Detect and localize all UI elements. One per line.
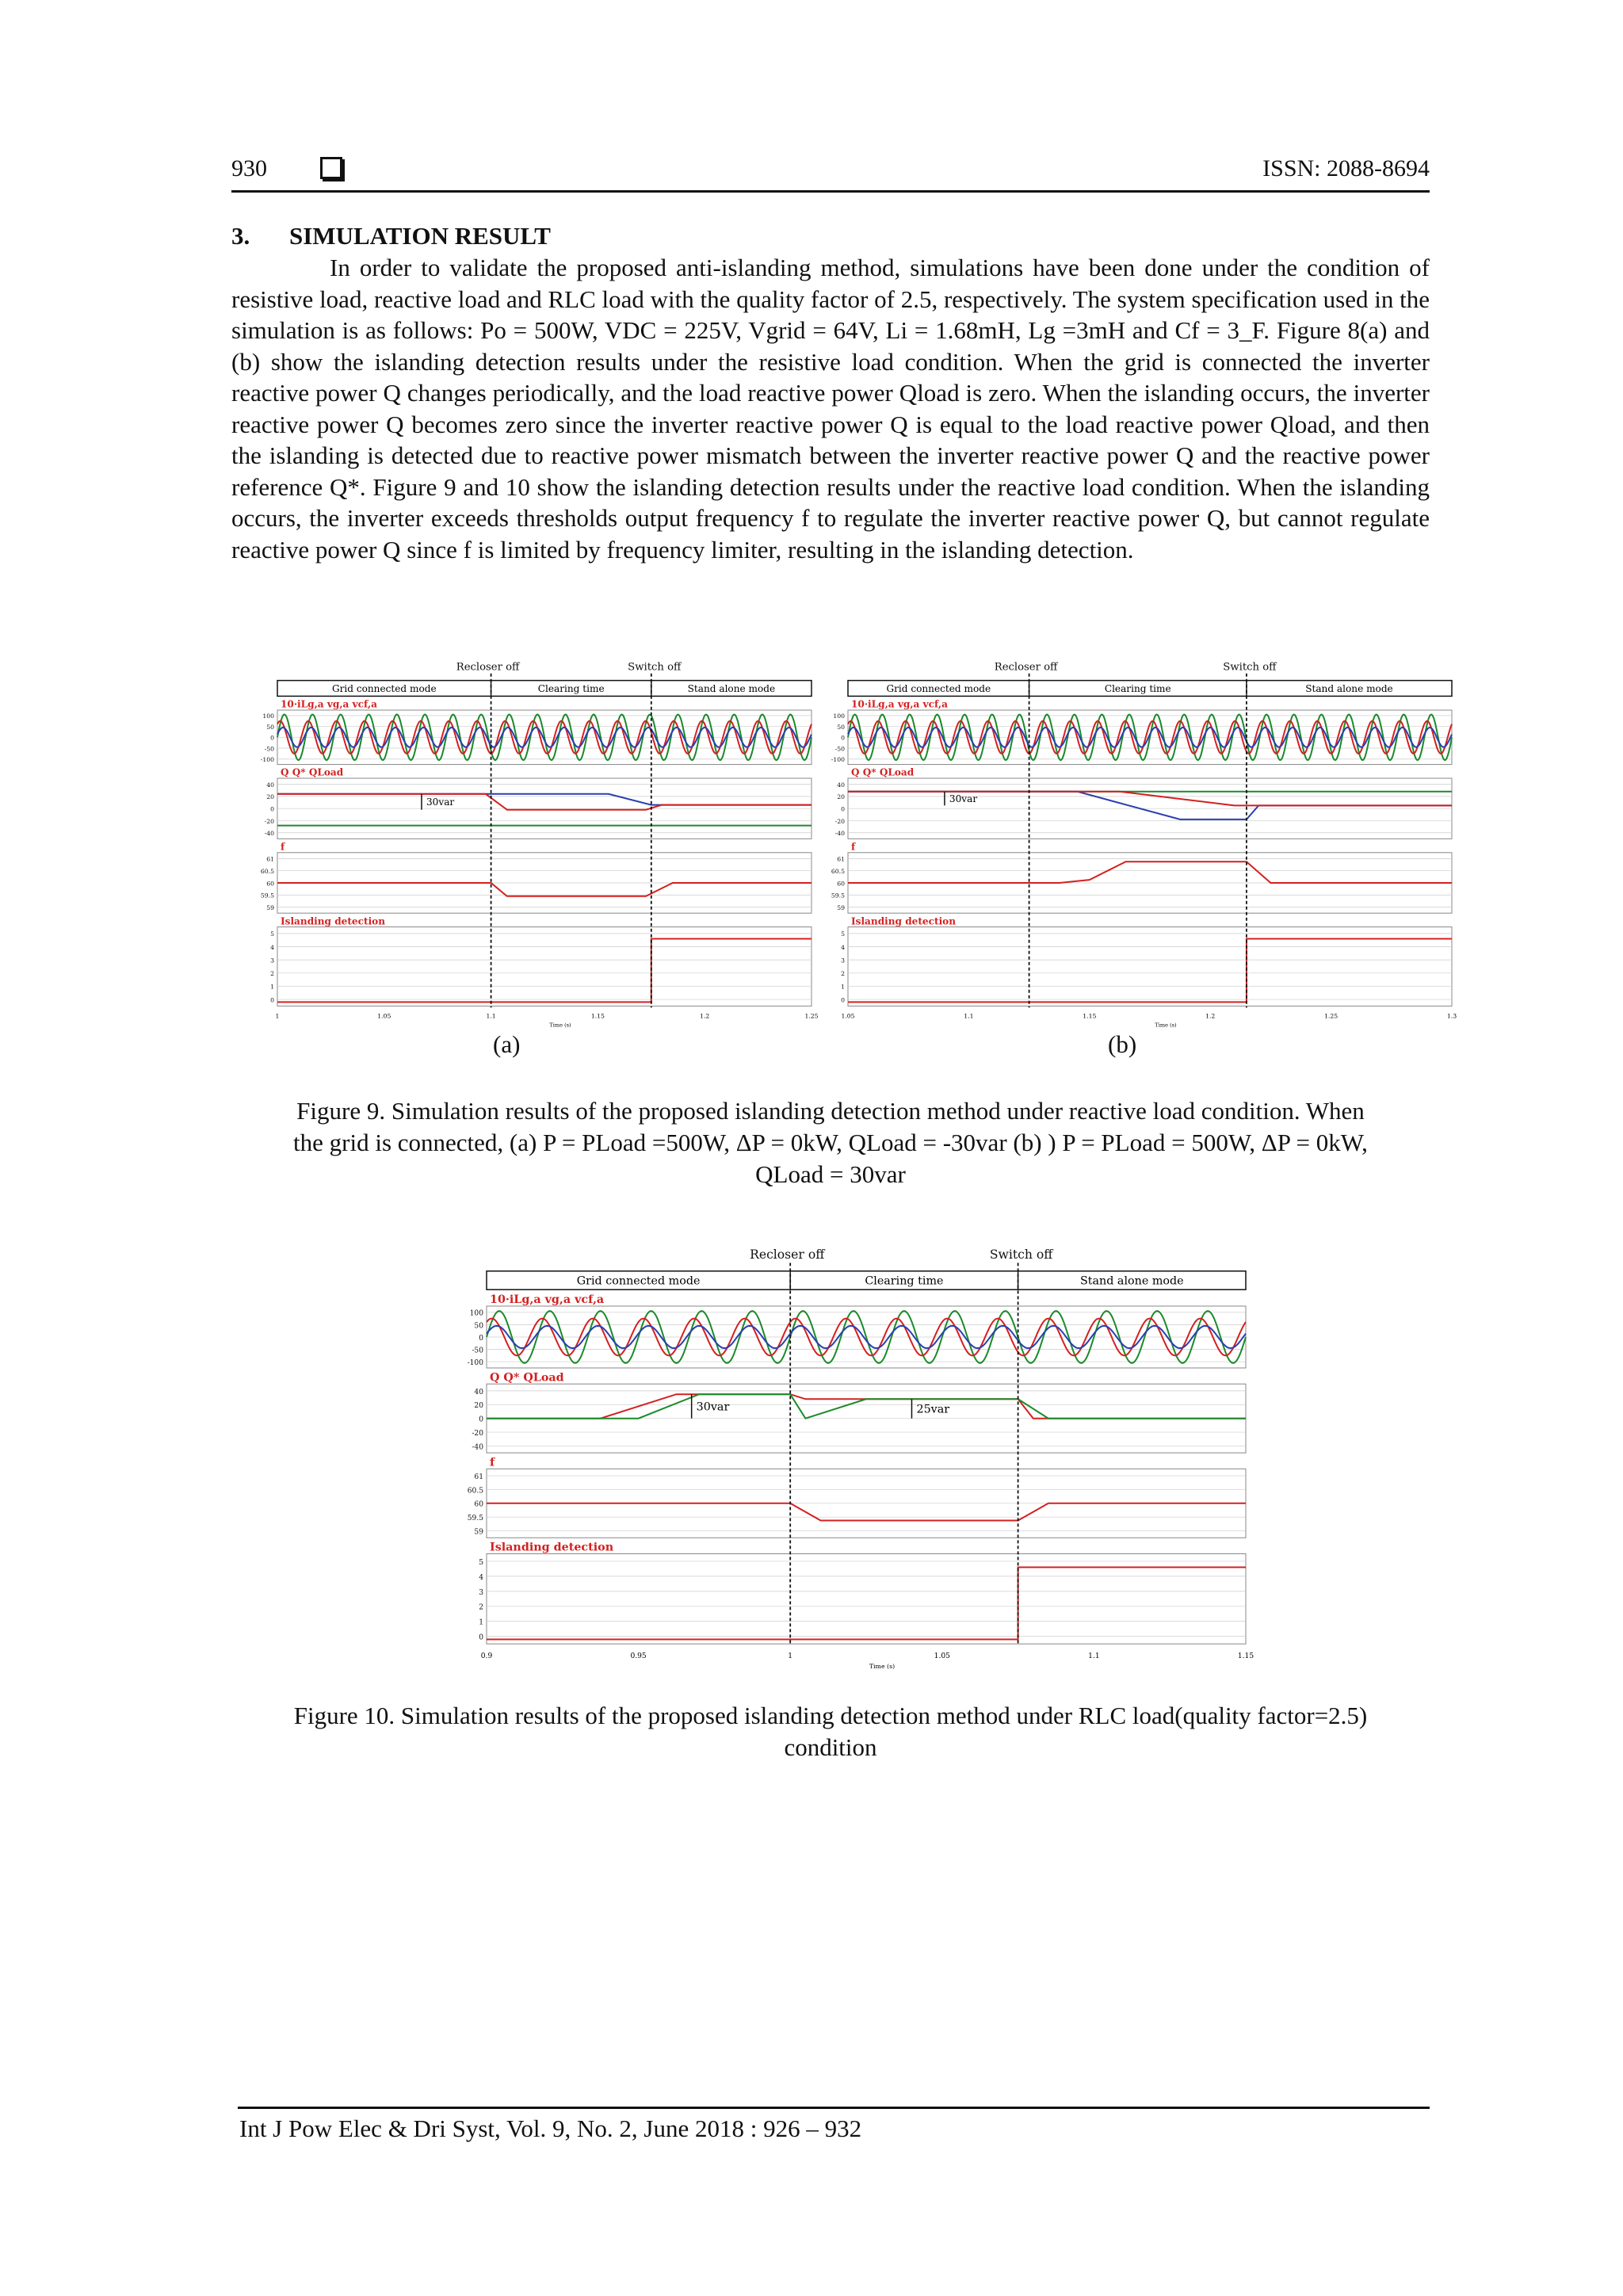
y-tick-label: 59.5 <box>260 892 274 900</box>
y-tick-label: 0 <box>270 996 274 1004</box>
x-tick-label: 0.95 <box>630 1652 647 1660</box>
y-tick-label: 1 <box>270 983 274 991</box>
y-tick-label: 61 <box>837 855 845 863</box>
y-tick-label: 4 <box>479 1573 483 1582</box>
row-label-wave: 10·iLg,a vg,a vcf,a <box>281 698 377 710</box>
x-tick-label: 1.15 <box>1083 1012 1097 1020</box>
y-tick-label: 2 <box>270 970 274 978</box>
y-tick-label: 100 <box>833 712 845 720</box>
figure10-caption <box>231 1700 1430 1763</box>
y-tick-label: 40 <box>266 781 274 789</box>
figure9-panel-a <box>252 658 819 1030</box>
footer-rule <box>238 2107 1430 2109</box>
row-label-wave: 10·iLg,a vg,a vcf,a <box>851 698 948 710</box>
mode-alone-label: Stand alone mode <box>1305 682 1393 694</box>
y-tick-label: 59 <box>474 1528 483 1537</box>
issn: ISSN: 2088-8694 <box>1262 155 1430 181</box>
x-tick-label: 1.1 <box>1088 1652 1100 1660</box>
figure10-caption-line1: Figure 10. Simulation results of the proposed islanding detection method under RLC load(quality factor=2.5) <box>293 1702 1368 1729</box>
mode-alone-label: Stand alone mode <box>1079 1274 1184 1288</box>
y-tick-label: -50 <box>472 1347 483 1355</box>
y-tick-label: 4 <box>841 943 845 951</box>
mode-grid-label: Grid connected mode <box>576 1274 701 1288</box>
annotation-label: 25var <box>916 1403 950 1416</box>
x-tick-label: 1.1 <box>964 1012 974 1020</box>
y-tick-label: 60 <box>837 880 845 888</box>
y-tick-label: 61 <box>266 855 274 863</box>
figure10-plot <box>455 1244 1254 1672</box>
figure9-caption <box>231 1095 1430 1190</box>
section-heading <box>231 222 551 250</box>
y-tick-label: 5 <box>841 930 845 938</box>
y-tick-label: 0 <box>270 734 274 742</box>
section-number: 3. <box>231 222 250 250</box>
switch-label: Switch off <box>1223 661 1277 674</box>
y-tick-label: -20 <box>472 1429 483 1438</box>
row-label-f: f <box>490 1456 495 1469</box>
x-tick-label: 1.05 <box>377 1012 391 1020</box>
y-tick-label: 50 <box>474 1322 483 1331</box>
header-rule <box>231 190 1430 193</box>
y-tick-label: 59 <box>837 904 845 911</box>
page-number: 930 <box>231 155 267 181</box>
annotation-label: 30var <box>426 797 455 808</box>
row-label-q: Q Q* QLoad <box>851 766 915 778</box>
y-tick-label: 60.5 <box>467 1487 483 1496</box>
row-label-q: Q Q* QLoad <box>281 766 344 778</box>
row-label-det: Islanding detection <box>490 1541 614 1554</box>
switch-label: Switch off <box>989 1247 1053 1263</box>
y-tick-label: 3 <box>841 957 845 965</box>
y-tick-label: -40 <box>472 1443 483 1452</box>
y-tick-label: 59 <box>266 904 274 911</box>
y-tick-label: -100 <box>260 756 274 764</box>
row-label-det: Islanding detection <box>281 915 386 927</box>
figure9-caption-line1: Figure 9. Simulation results of the proposed islanding detection method under reactive load condition. When <box>296 1097 1365 1125</box>
x-tick-label: 0.9 <box>480 1652 493 1660</box>
y-tick-label: 0 <box>841 734 845 742</box>
y-tick-label: 0 <box>841 805 845 813</box>
x-tick-label: 1.05 <box>841 1012 855 1020</box>
y-tick-label: 20 <box>266 793 274 801</box>
row-label-f: f <box>851 841 856 853</box>
y-tick-label: 2 <box>479 1603 483 1612</box>
y-tick-label: -100 <box>467 1359 483 1368</box>
mode-clear-label: Clearing time <box>1104 682 1171 694</box>
y-tick-label: 61 <box>474 1473 483 1481</box>
y-tick-label: 0 <box>270 805 274 813</box>
y-tick-label: 20 <box>474 1402 483 1411</box>
y-tick-label: 40 <box>837 781 845 789</box>
y-tick-label: 59.5 <box>831 892 845 900</box>
mode-clear-label: Clearing time <box>537 682 605 694</box>
y-tick-label: 3 <box>479 1588 483 1597</box>
mode-grid-label: Grid connected mode <box>886 682 991 694</box>
y-tick-label: 2 <box>841 970 845 978</box>
y-tick-label: 100 <box>262 712 274 720</box>
annotation-label: 30var <box>949 793 978 804</box>
x-tick-label: 1 <box>788 1652 793 1660</box>
x-tick-label: 1.2 <box>1205 1012 1216 1020</box>
x-tick-label: 1 <box>275 1012 280 1020</box>
y-tick-label: 20 <box>837 793 845 801</box>
row-label-f: f <box>281 841 285 853</box>
y-tick-label: 60 <box>266 880 274 888</box>
recloser-label: Recloser off <box>994 661 1058 674</box>
mode-alone-label: Stand alone mode <box>687 682 776 694</box>
x-tick-label: 1.05 <box>934 1652 950 1660</box>
y-tick-label: 0 <box>479 1633 483 1642</box>
y-tick-label: 100 <box>469 1309 483 1318</box>
y-tick-label: -50 <box>834 745 845 753</box>
x-axis-label: Time (s) <box>549 1022 571 1029</box>
x-tick-label: 1.25 <box>804 1012 819 1020</box>
y-tick-label: 40 <box>474 1388 483 1396</box>
figure9-label-a: (a) <box>493 1030 521 1058</box>
y-tick-label: 5 <box>479 1558 483 1567</box>
recloser-label: Recloser off <box>456 661 520 674</box>
footer-citation: Int J Pow Elec & Dri Syst, Vol. 9, No. 2, June 2018 : 926 – 932 <box>239 2115 862 2142</box>
mode-grid-label: Grid connected mode <box>331 682 437 694</box>
figure10-caption-line2: condition <box>784 1733 877 1761</box>
x-axis-label: Time (s) <box>1155 1022 1177 1029</box>
y-tick-label: 4 <box>270 943 274 951</box>
figure9a-plot <box>252 658 819 1030</box>
checkbox-glyph-icon <box>320 157 342 179</box>
figure10-panel <box>455 1244 1254 1672</box>
y-tick-label: -20 <box>834 817 845 825</box>
recloser-label: Recloser off <box>750 1247 825 1263</box>
x-tick-label: 1.1 <box>486 1012 496 1020</box>
y-tick-label: -40 <box>834 830 845 838</box>
figure9-caption-line2: the grid is connected, (a) P = PLoad =500W, ΔP = 0kW, QLoad = -30var (b) ) P = PLoad = 500W, ΔP = 0kW, <box>293 1129 1368 1156</box>
figure9-caption-line3: QLoad = 30var <box>755 1160 906 1188</box>
y-tick-label: 0 <box>841 996 845 1004</box>
y-tick-label: -40 <box>264 830 274 838</box>
y-tick-label: 50 <box>837 723 845 731</box>
y-tick-label: -100 <box>831 756 845 764</box>
y-tick-label: 1 <box>841 983 845 991</box>
mode-clear-label: Clearing time <box>865 1274 944 1288</box>
row-label-q: Q Q* QLoad <box>490 1371 564 1385</box>
y-tick-label: 60.5 <box>831 867 845 875</box>
annotation-label: 30var <box>696 1400 730 1414</box>
y-tick-label: 0 <box>479 1334 483 1343</box>
y-tick-label: 3 <box>270 957 274 965</box>
figure9b-plot <box>823 658 1457 1030</box>
y-tick-label: 60 <box>474 1500 483 1509</box>
body-paragraph: In order to validate the proposed anti-islanding method, simulations have been done under the condition of resistive load, reactive load and RLC load with the quality factor of 2.5, respectively. The system specification used in the simulation is as follows: Po = 500W, VDC = 225V, Vgrid = 64V, Li = 1.68mH, Lg =3mH and Cf = 3_F. Figure 8(a) and (b) show the islanding detection results under the resistive load condition. When the grid is connected the inverter reactive power Q changes periodically, and the load reactive power Qload is zero. When the islanding occurs, the inverter reactive power Q becomes zero since the inverter reactive power Q is equal to the load reactive power Qload, and then the islanding is detected due to reactive power mismatch between the inverter reactive power Q and the reactive power reference Q*. Figure 9 and 10 show the islanding detection results under the reactive load condition. When the islanding occurs, the inverter exceeds thresholds output frequency f to regulate the inverter reactive power Q, but cannot regulate reactive power Q since f is limited by frequency limiter, resulting in the islanding detection. <box>231 254 1430 563</box>
y-tick-label: 1 <box>479 1618 483 1627</box>
x-axis-label: Time (s) <box>869 1662 896 1670</box>
switch-label: Switch off <box>628 661 682 674</box>
x-tick-label: 1.3 <box>1446 1012 1457 1020</box>
x-tick-label: 1.25 <box>1324 1012 1338 1020</box>
y-tick-label: -20 <box>264 817 274 825</box>
y-tick-label: 59.5 <box>467 1515 483 1523</box>
y-tick-label: 5 <box>270 930 274 938</box>
x-tick-label: 1.15 <box>590 1012 605 1020</box>
row-label-det: Islanding detection <box>851 915 957 927</box>
y-tick-label: -50 <box>264 745 274 753</box>
figure9-panel-b <box>823 658 1457 1030</box>
y-tick-label: 0 <box>479 1415 483 1424</box>
y-tick-label: 60.5 <box>260 867 274 875</box>
x-tick-label: 1.2 <box>700 1012 710 1020</box>
row-label-wave: 10·iLg,a vg,a vcf,a <box>490 1293 605 1307</box>
y-tick-label: 50 <box>266 723 274 731</box>
figure9-label-b: (b) <box>1108 1030 1137 1058</box>
section-title: SIMULATION RESULT <box>289 222 551 250</box>
x-tick-label: 1.15 <box>1237 1652 1254 1660</box>
